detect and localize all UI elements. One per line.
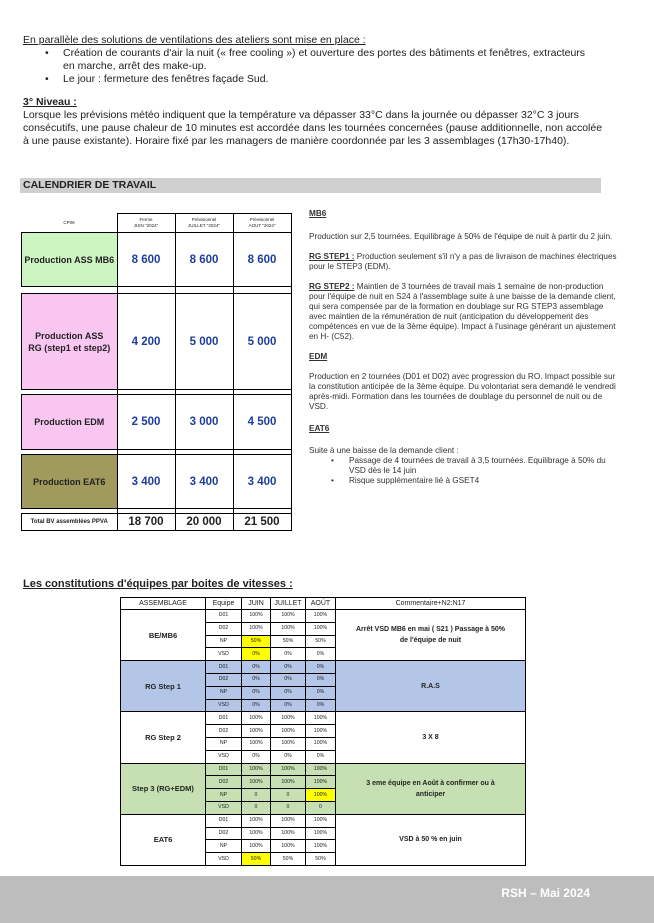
team-row — [121, 712, 526, 725]
percent-cell: 50% — [306, 635, 336, 648]
team-row — [121, 661, 526, 674]
percent-cell: 0% — [271, 648, 306, 661]
comment-cell: R.A.S — [336, 661, 526, 712]
percent-cell: 0% — [242, 673, 271, 686]
percent-cell: 100% — [242, 827, 271, 840]
total-value: 18 700 — [117, 514, 175, 531]
team-row — [121, 763, 526, 776]
percent-cell: 100% — [306, 827, 336, 840]
total-label: Total BV assemblées PPVA — [22, 514, 118, 531]
value-cell: 3 400 — [175, 455, 233, 509]
teams-header-row — [121, 598, 526, 610]
equipe-cell: VSD — [206, 853, 242, 866]
rgstep2-text: Maintien de 3 tournées de travail mais 1 semaine de non-production pour l'équipe de nuit en S24 à l'assemblage suite à une baisse de la demande client, qui sera compensée par de la formation en doublage sur RG STEP3 assemblage avec maintien de la rémunération de nuit (anticipation du développement des compétences en vue de la 3ème équipe). Impact à l'usinage générant un ajustement en H- (C52). — [309, 282, 616, 341]
percent-cell: 50% — [271, 635, 306, 648]
value-cell: 3 000 — [175, 395, 233, 450]
percent-cell: 100% — [271, 763, 306, 776]
percent-cell: 100% — [242, 725, 271, 738]
assemblage-cell: RG Step 2 — [121, 712, 206, 763]
intro-heading: En parallèle des solutions de ventilations des ateliers sont mise en place : — [23, 34, 366, 46]
equipe-cell: D01 — [206, 610, 242, 623]
percent-cell: 100% — [306, 610, 336, 623]
percent-cell: 50% — [271, 853, 306, 866]
percent-cell: 50% — [242, 853, 271, 866]
production-row-eat6 — [22, 455, 292, 509]
percent-cell: 100% — [242, 737, 271, 750]
assemblage-cell: RG Step 1 — [121, 661, 206, 712]
rgstep2-title: RG STEP2 : — [309, 282, 355, 291]
comment-cell: 3 X 8 — [336, 712, 526, 763]
mb6-title: MB6 — [309, 209, 327, 218]
calendar-title: CALENDRIER DE TRAVAIL — [23, 179, 157, 191]
percent-cell: 100% — [271, 827, 306, 840]
percent-cell: 100% — [242, 776, 271, 789]
intro-bullet-list — [23, 47, 623, 86]
eat6-title: EAT6 — [309, 424, 330, 433]
percent-cell: 0% — [306, 661, 336, 674]
percent-cell: 0% — [242, 750, 271, 763]
team-row — [121, 814, 526, 827]
assemblage-cell: Step 3 (RG+EDM) — [121, 763, 206, 814]
header-commentaire: Commentaire+N2:N17 — [336, 598, 526, 610]
production-table — [21, 213, 292, 531]
header-aout: AOÛT — [306, 598, 336, 610]
edm-title: EDM — [309, 352, 328, 361]
equipe-cell: D02 — [206, 622, 242, 635]
niveau3-title: 3° Niveau : — [23, 96, 77, 108]
teams-table — [120, 597, 526, 866]
percent-cell: 0 — [271, 789, 306, 802]
row-label: Production EDM — [22, 395, 118, 450]
eat6-bullet: • Passage de 4 tournées de travail à 3,5 tournées. Equilibrage à 50% du VSD dès le 14 juin — [309, 456, 619, 476]
equipe-cell: D01 — [206, 763, 242, 776]
equipe-cell: D01 — [206, 661, 242, 674]
percent-cell: 100% — [271, 737, 306, 750]
percent-cell: 0% — [242, 661, 271, 674]
team-row — [121, 610, 526, 623]
equipe-cell: VSD — [206, 801, 242, 814]
percent-cell: 100% — [306, 763, 336, 776]
equipe-cell: VSD — [206, 648, 242, 661]
percent-cell: 50% — [306, 853, 336, 866]
eat6-bullet: • Risque supplémentaire lié à GSET4 — [309, 476, 619, 486]
percent-cell: 100% — [242, 712, 271, 725]
percent-cell: 100% — [271, 776, 306, 789]
production-row-mb6 — [22, 233, 292, 287]
teams-body — [121, 610, 526, 866]
percent-cell: 0% — [271, 661, 306, 674]
eat6-bullet-list — [309, 456, 619, 486]
equipe-cell: D02 — [206, 673, 242, 686]
percent-cell: 100% — [271, 814, 306, 827]
header-juin: JUIN — [242, 598, 271, 610]
header-juin: Ferme JUIN "2024" — [117, 214, 175, 233]
footer-text: RSH – Mai 2024 — [501, 886, 590, 900]
percent-cell: 0% — [306, 750, 336, 763]
header-assemblage: ASSEMBLAGE — [121, 598, 206, 610]
equipe-cell: NP — [206, 635, 242, 648]
value-cell: 4 200 — [117, 294, 175, 390]
rgstep1-text: Production seulement s'il n'y a pas de livraison de machines électriques pour le STEP3 (EDM). — [309, 252, 617, 271]
equipe-cell: VSD — [206, 750, 242, 763]
percent-cell: 100% — [306, 840, 336, 853]
percent-cell: 0% — [271, 699, 306, 712]
percent-cell: 0% — [306, 686, 336, 699]
value-cell: 2 500 — [117, 395, 175, 450]
header-equipe: Equipe — [206, 598, 242, 610]
rgstep2-note — [309, 282, 619, 342]
equipe-cell: NP — [206, 840, 242, 853]
comment-cell: 3 eme équipe en Août à confirmer ou à anticiper — [336, 763, 526, 814]
percent-cell: 100% — [306, 712, 336, 725]
percent-cell: 0 — [242, 801, 271, 814]
production-row-edm — [22, 395, 292, 450]
row-label: Production ASS MB6 — [22, 233, 118, 287]
assemblage-cell: EAT6 — [121, 814, 206, 865]
assemblage-cell: BE/MB6 — [121, 610, 206, 661]
row-label: Production ASS RG (step1 et step2) — [22, 294, 118, 390]
row-label: Production EAT6 — [22, 455, 118, 509]
percent-cell: 100% — [306, 622, 336, 635]
value-cell: 5 000 — [175, 294, 233, 390]
notes-panel — [309, 209, 619, 486]
edm-text: Production en 2 tournées (D01 et D02) avec progression du RO. Impact possible sur la constitution anticipée de la 3ème équipe. Du volontariat sera demandé le vendredi après-midi. Formation dans les tournées de doublage du personnel de nuit ou de VSD. — [309, 372, 616, 411]
comment-cell: Arrêt VSD MB6 en mai ( S21 ) Passage à 50% de l'équipe de nuit — [336, 610, 526, 661]
production-header-row — [22, 214, 292, 233]
value-cell: 8 600 — [175, 233, 233, 287]
percent-cell: 50% — [242, 635, 271, 648]
percent-cell: 100% — [242, 840, 271, 853]
calendar-title-bar — [20, 178, 601, 193]
percent-cell: 0 — [242, 789, 271, 802]
header-juillet: Prévisionnel JUILLET "2024" — [175, 214, 233, 233]
percent-cell: 100% — [306, 776, 336, 789]
percent-cell: 100% — [306, 737, 336, 750]
percent-cell: 0 — [306, 801, 336, 814]
intro-section — [23, 34, 623, 86]
percent-cell: 0% — [242, 648, 271, 661]
value-cell: 4 500 — [233, 395, 291, 450]
equipe-cell: VSD — [206, 699, 242, 712]
value-cell: 3 400 — [117, 455, 175, 509]
eat6-intro: Suite à une baisse de la demande client : — [309, 446, 459, 455]
equipe-cell: D02 — [206, 776, 242, 789]
equipe-cell: NP — [206, 686, 242, 699]
mb6-text: Production sur 2,5 tournées. Equilibrage à 50% de l'équipe de nuit à partir du 2 juin. — [309, 232, 613, 241]
header-juillet: JUILLET — [271, 598, 306, 610]
percent-cell: 100% — [271, 610, 306, 623]
percent-cell: 100% — [306, 725, 336, 738]
equipe-cell: D02 — [206, 827, 242, 840]
percent-cell: 0% — [271, 686, 306, 699]
percent-cell: 100% — [271, 712, 306, 725]
niveau3-section — [23, 96, 608, 148]
percent-cell: 0% — [271, 673, 306, 686]
percent-cell: 0% — [306, 699, 336, 712]
footer-bar — [0, 876, 654, 923]
production-row-rg — [22, 294, 292, 390]
percent-cell: 0% — [306, 673, 336, 686]
equipe-cell: NP — [206, 789, 242, 802]
percent-cell: 100% — [242, 763, 271, 776]
value-cell: 5 000 — [233, 294, 291, 390]
equipe-cell: D01 — [206, 814, 242, 827]
value-cell: 8 600 — [233, 233, 291, 287]
percent-cell: 0 — [271, 801, 306, 814]
percent-cell: 0% — [271, 750, 306, 763]
percent-cell: 0% — [242, 686, 271, 699]
percent-cell: 100% — [271, 622, 306, 635]
production-row-total — [22, 514, 292, 531]
header-aout: Prévisionnel AOUT "2024" — [233, 214, 291, 233]
intro-bullet: • Création de courants d'air la nuit (« free cooling ») et ouverture des portes des bâtiments et fenêtres, extracteurs en marche, arrêt des make-up. — [23, 47, 623, 73]
rgstep1-title: RG STEP1 : — [309, 252, 355, 261]
comment-cell: VSD à 50 % en juin — [336, 814, 526, 865]
equipe-cell: D01 — [206, 712, 242, 725]
rgstep1-note — [309, 252, 619, 272]
percent-cell: 100% — [306, 789, 336, 802]
percent-cell: 100% — [306, 814, 336, 827]
percent-cell: 100% — [242, 610, 271, 623]
equipe-cell: NP — [206, 737, 242, 750]
percent-cell: 100% — [271, 840, 306, 853]
total-value: 21 500 — [233, 514, 291, 531]
percent-cell: 0% — [306, 648, 336, 661]
intro-bullet: • Le jour : fermeture des fenêtres façade Sud. — [23, 73, 623, 86]
equipe-cell: D02 — [206, 725, 242, 738]
value-cell: 3 400 — [233, 455, 291, 509]
teams-title: Les constitutions d'équipes par boites de vitesses : — [23, 578, 293, 590]
niveau3-text: Lorsque les prévisions météo indiquent que la température va dépasser 33°C dans la journée ou dépasser 32°C 3 jours consécutifs, une pause chaleur de 10 minutes est accordée dans les tournées concernées (pause additionnelle, non accolée à une pause existante). Horaire fixé par les managers de manière coordonnée par les 3 assemblages (17h30-17h40). — [23, 109, 603, 147]
total-value: 20 000 — [175, 514, 233, 531]
value-cell: 8 600 — [117, 233, 175, 287]
corner-label: CP06 — [63, 219, 75, 225]
percent-cell: 100% — [271, 725, 306, 738]
percent-cell: 100% — [242, 622, 271, 635]
percent-cell: 0% — [242, 699, 271, 712]
percent-cell: 100% — [242, 814, 271, 827]
